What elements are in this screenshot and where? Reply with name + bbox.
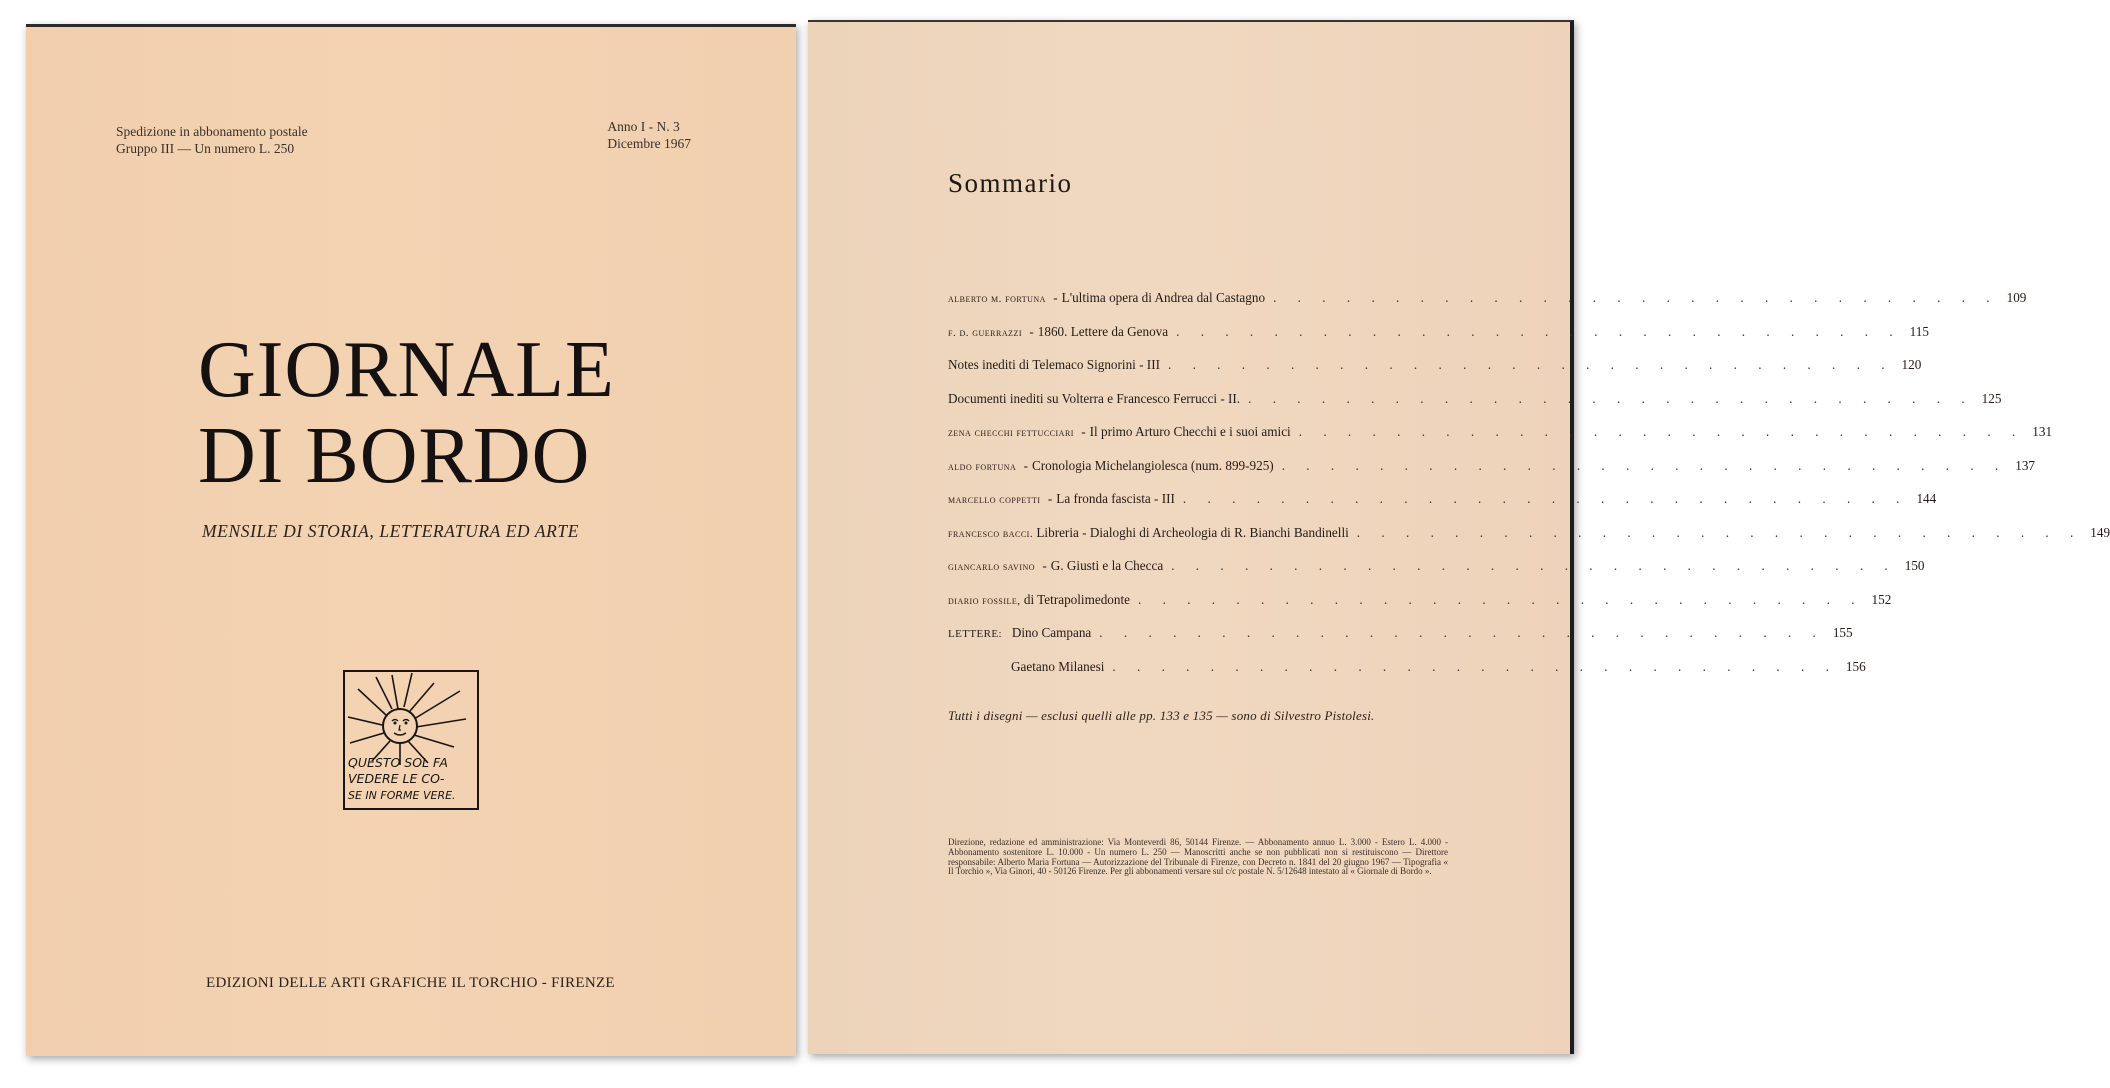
emblem-text-3: SE IN FORME VERE.: [348, 789, 456, 802]
entry-page-number: 125: [1981, 390, 2002, 406]
contents-entry: [948, 323, 1929, 358]
entry-separator: -: [1023, 457, 1028, 473]
leader-dots: . . . . . . . . . . . . . . . . . . . . . . . . . . . . . .: [1273, 290, 1999, 305]
contents-page: [808, 20, 2110, 1054]
entry-page-number: 144: [1916, 491, 1937, 506]
leader-dots: . . . . . . . . . . . . . . . . . . . . . . . . . . . . . .: [1176, 323, 1902, 339]
entry-author: francesco bacci.: [948, 527, 1034, 540]
entry-text: [948, 625, 1091, 641]
contents-entry: [948, 558, 1925, 592]
entry-page-number: 120: [1901, 357, 1922, 372]
entry-title: Gaetano Milanesi: [1011, 658, 1105, 674]
entry-separator: -: [1081, 424, 1086, 439]
illustrations-note: Tutti i disegni — esclusi quelli alle pp. 133 e 135 — sono di Silvestro Pistolesi.: [948, 708, 1375, 723]
colophon: Direzione, redazione ed amministrazione: Via Monteverdi 86, 50144 Firenze. — Abbonamento annuo L. 3.000 - Estero L. 4.000 - Abbonamento sostenitore L. 10.000 - Un numero L. 250 — Manoscritti anche se non pubblicati non si restituiscono — Direttore responsabile: Alberto Maria Fortuna — Autorizzazione del Tribunale di Firenze, con Decreto n. 1841 del 20 giugno 1967 — Tipografia « Il Torchio », Via Ginori, 40 - 50126 Firenze. Per gli abbonamenti versare sul c/c postale N. 5/12648 intestato al « Giornale di Bordo ».: [948, 837, 1448, 877]
entry-page-number: 115: [1909, 323, 1929, 339]
entry-text: [948, 424, 1291, 440]
contents-entry: [948, 625, 1853, 659]
entry-title: L'ultima opera di Andrea dal Castagno: [1061, 290, 1266, 305]
contents-entry: [948, 290, 2027, 324]
entry-author: giancarlo savino: [948, 561, 1036, 573]
entry-title: Il primo Arturo Checchi e i suoi amici: [1089, 424, 1291, 439]
shipping-info: [116, 123, 308, 157]
sun-emblem-icon: [342, 669, 480, 811]
issue-date: Dicembre 1967: [607, 136, 691, 151]
entry-page-number: 149: [2090, 524, 2110, 540]
issue-info: [607, 118, 691, 152]
entry-page-number: 137: [2015, 457, 2035, 473]
entry-page-number: 156: [1845, 658, 1866, 674]
entry-author: alberto m. fortuna: [948, 293, 1046, 305]
entry-text: [948, 491, 1175, 507]
entry-text: [948, 525, 1349, 541]
magazine-cover: [26, 24, 796, 1056]
entry-title: La fronda fascista - III: [1056, 491, 1175, 506]
entry-label: LETTERE:: [948, 628, 1002, 640]
magazine-title: [198, 327, 718, 499]
entry-page-number: 131: [2032, 424, 2053, 439]
entry-text: [948, 592, 1130, 608]
title-line-2: DI BORDO: [198, 412, 591, 500]
entry-page-number: 150: [1904, 558, 1925, 573]
leader-dots: . . . . . . . . . . . . . . . . . . . . . . . . . . . . . .: [1356, 524, 2083, 540]
contents-entry: [948, 491, 1937, 525]
entry-title: 1860. Lettere da Genova: [1037, 323, 1169, 339]
entry-author: aldo fortuna: [948, 460, 1017, 473]
leader-dots: . . . . . . . . . . . . . . . . . . . . . . . . . . . . . .: [1281, 457, 2008, 473]
leader-dots: . . . . . . . . . . . . . . . . . . . . . . . . . . . . . .: [1112, 658, 1838, 674]
contents-entry: [948, 457, 2035, 492]
entry-title: Libreria - Dialoghi di Archeologia di R. Bianchi Bandinelli: [1036, 524, 1349, 540]
leader-dots: . . . . . . . . . . . . . . . . . . . . . . . . . . . . . .: [1298, 424, 2025, 439]
entry-page-number: 152: [1871, 591, 1892, 607]
contents-heading: Sommario: [948, 168, 1073, 198]
entry-title: Cronologia Michelangiolesca (num. 899-925): [1031, 457, 1274, 473]
publisher-line: EDIZIONI DELLE ARTI GRAFICHE IL TORCHIO - FIRENZE: [206, 975, 615, 991]
entry-title: Notes inediti di Telemaco Signorini - III: [948, 357, 1160, 372]
leader-dots: . . . . . . . . . . . . . . . . . . . . . . . . . . . . . .: [1248, 390, 1974, 406]
entry-text: [948, 290, 1265, 306]
contents-entry: [948, 390, 2002, 425]
leader-dots: . . . . . . . . . . . . . . . . . . . . . . . . . . . . . .: [1138, 591, 1864, 607]
leader-dots: . . . . . . . . . . . . . . . . . . . . . . . . . . . . . .: [1167, 357, 1894, 372]
emblem-text-1: QUESTO SOL FA: [348, 755, 448, 770]
entry-page-number: 155: [1832, 625, 1853, 640]
magazine-subtitle: MENSILE DI STORIA, LETTERATURA ED ARTE: [202, 521, 580, 541]
contents-entry: [948, 591, 1892, 626]
emblem-text-2: VEDERE LE CO-: [348, 771, 445, 786]
entry-separator: -: [1029, 323, 1034, 339]
entry-author: f. d. guerrazzi: [948, 326, 1023, 339]
entry-text: [948, 391, 1240, 407]
contents-entry: [948, 524, 2110, 559]
title-line-1: GIORNALE: [198, 326, 615, 414]
contents-list: [948, 290, 2110, 692]
entry-separator: -: [1047, 491, 1053, 506]
entry-separator: -: [1042, 558, 1047, 573]
shipping-line-2: Gruppo III — Un numero L. 250: [116, 141, 295, 156]
contents-entry: [948, 357, 1922, 391]
entry-title: Documenti inediti su Volterra e Francesco Ferrucci - II.: [948, 390, 1241, 406]
entry-author: diario fossile,: [948, 594, 1021, 607]
entry-author: marcello coppetti: [948, 494, 1041, 506]
leader-dots: . . . . . . . . . . . . . . . . . . . . . . . . . . . . . .: [1182, 491, 1909, 506]
entry-text: [948, 458, 1274, 474]
issue-number: Anno I - N. 3: [607, 119, 680, 134]
entry-title: di Tetrapolimedonte: [1023, 591, 1130, 607]
entry-text: [948, 659, 1104, 675]
leader-dots: . . . . . . . . . . . . . . . . . . . . . . . . . . . . . .: [1171, 558, 1897, 573]
entry-text: [948, 558, 1163, 574]
contents-entry: [948, 658, 1866, 693]
entry-author: zena checchi fettucciari: [948, 427, 1074, 439]
shipping-line-1: Spedizione in abbonamento postale: [116, 124, 308, 139]
entry-separator: -: [1053, 290, 1058, 305]
leader-dots: . . . . . . . . . . . . . . . . . . . . . . . . . . . . . .: [1099, 625, 1825, 640]
entry-title: G. Giusti e la Checca: [1050, 558, 1164, 573]
entry-title: Dino Campana: [1011, 625, 1092, 640]
entry-page-number: 109: [2006, 290, 2027, 305]
contents-entry: [948, 424, 2053, 458]
entry-text: [948, 324, 1168, 340]
entry-text: [948, 357, 1160, 373]
